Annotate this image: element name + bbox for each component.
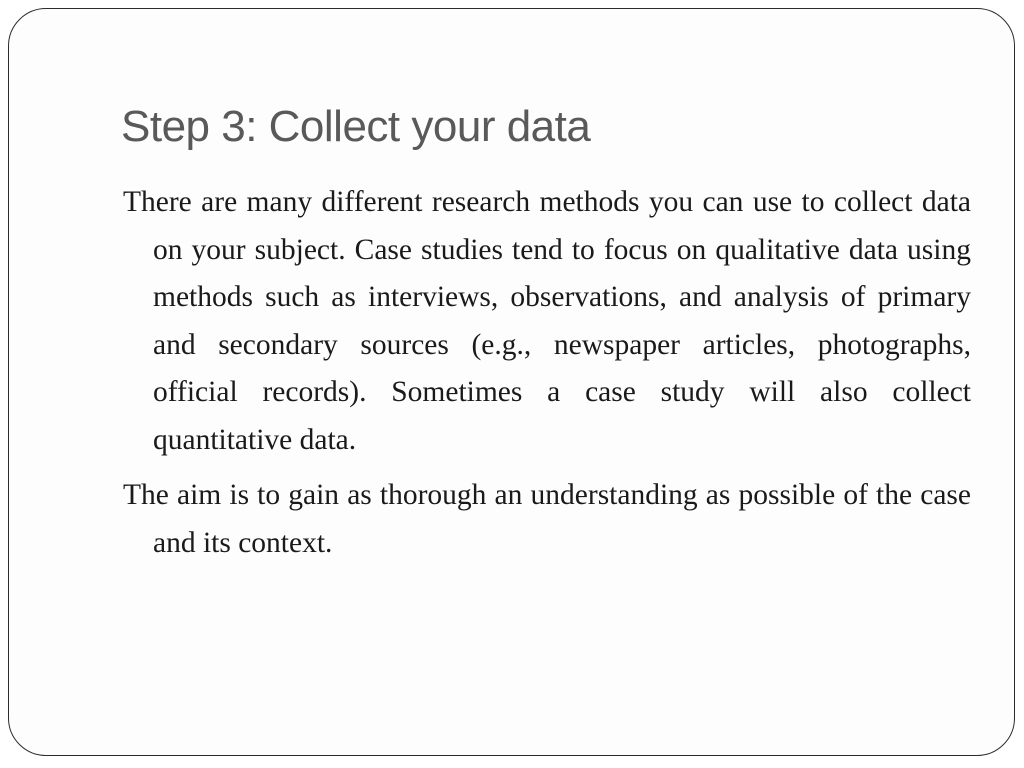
- body-paragraph-aim: The aim is to gain as thorough an understanding as possible of the case and its context.: [123, 479, 971, 559]
- slide-frame: [8, 8, 1015, 756]
- slide-title: Step 3: Collect your data: [121, 102, 591, 151]
- body-paragraph-methods: There are many different research methods you can use to collect data on your subject. Case studies tend to focus on qualitative data using methods such as interviews, observations, and analysis of primary and secondary sources (e.g., newspaper articles, photographs, official records). Sometimes a case study will also collect quantitative data.: [123, 186, 971, 456]
- slide-body: [123, 179, 971, 575]
